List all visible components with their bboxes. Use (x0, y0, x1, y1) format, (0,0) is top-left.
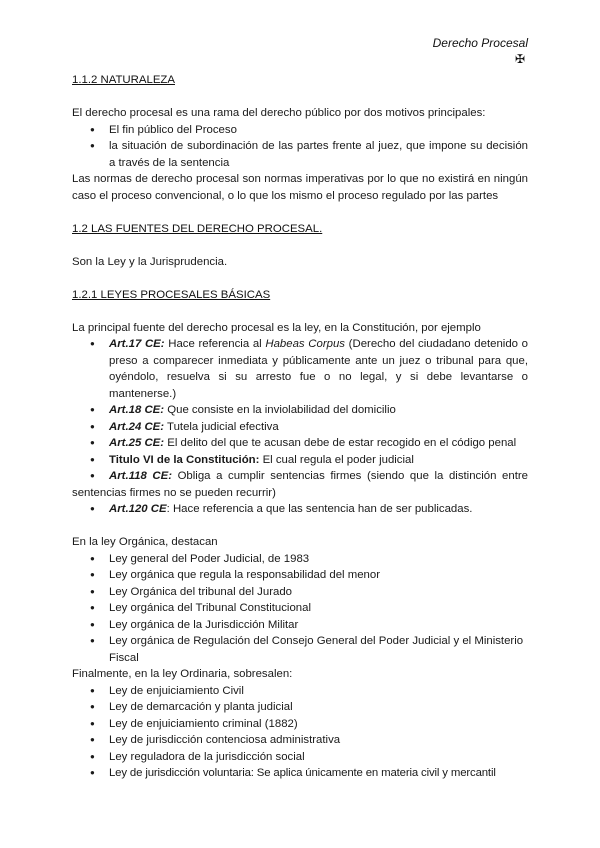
organica-intro: En la ley Orgánica, destacan (72, 536, 218, 548)
list-item-text: Ley general del Poder Judicial, de 1983 (109, 552, 310, 565)
bullet-icon: ● (90, 438, 95, 447)
bullet-icon: ● (90, 454, 95, 464)
article-label: Titulo VI de la Constitución: (109, 453, 260, 466)
bullet-icon: ● (90, 751, 95, 761)
list-item-text: Ley orgánica de la Jurisdicción Militar (109, 618, 299, 631)
article-label: Art.25 CE: (109, 437, 165, 449)
fuentes-text: Son la Ley y la Jurisprudencia. (72, 255, 228, 268)
list-item-text: Ley orgánica de Regulación del Consejo General del Poder Judicial y el Ministerio Fiscal (109, 635, 524, 664)
article-item (72, 402, 528, 419)
article-text: El delito del que te acusan debe de estar recogido en el código penal (164, 437, 517, 449)
document-page (72, 0, 528, 848)
article-item (72, 419, 528, 436)
bullet-icon: ● (90, 339, 95, 348)
list-item (72, 699, 528, 716)
article-label: Art.17 CE: (109, 338, 165, 350)
article-item (72, 501, 528, 518)
section-heading-leyes-basicas: 1.2.1 LEYES PROCESALES BÁSICAS (72, 288, 271, 301)
list-item (72, 138, 528, 171)
list-item-text: Ley de jurisdicción contenciosa administrativa (109, 734, 341, 746)
bullet-icon: ● (90, 504, 95, 513)
list-item (72, 617, 528, 634)
list-item (72, 633, 528, 666)
article-text: : Hace referencia a que las sentencia han de ser publicadas. (166, 503, 473, 515)
article-text: Obliga a cumplir sentencias firmes (siendo que la distinción entre sentencias firmes no se pueden recurrir) (72, 470, 528, 499)
list-item-text: Ley de demarcación y planta judicial (109, 701, 293, 713)
list-item-text: Ley Orgánica del tribunal del Jurado (109, 585, 292, 598)
list-item (72, 551, 528, 568)
article-item (72, 452, 528, 469)
constitution-articles-list (72, 336, 528, 518)
bullet-icon: ● (90, 603, 95, 612)
list-item-text: Ley de enjuiciamiento Civil (109, 684, 244, 697)
article-item (72, 336, 528, 402)
list-item (72, 567, 528, 584)
list-item (72, 732, 528, 749)
naturaleza-list (72, 122, 528, 172)
list-item (72, 122, 528, 139)
bullet-icon: ● (90, 421, 95, 431)
article-italic-term: Habeas Corpus (265, 338, 346, 350)
bullet-icon: ● (90, 141, 95, 150)
organica-list (72, 551, 528, 667)
article-item (72, 435, 528, 452)
article-label: Art.120 CE (109, 503, 167, 515)
bullet-icon: ● (90, 768, 95, 777)
cross-icon: ✠ (514, 52, 525, 66)
bullet-icon: ● (90, 619, 95, 629)
article-text: Tutela judicial efectiva (164, 420, 279, 433)
article-text: Hace referencia al (164, 338, 266, 350)
bullet-icon: ● (90, 586, 95, 596)
list-item (72, 683, 528, 700)
bullet-icon: ● (90, 471, 95, 480)
running-header-title: Derecho Procesal (432, 36, 528, 50)
list-item-text: Ley reguladora de la jurisdicción social (109, 750, 305, 763)
list-item-text: la situación de subordinación de las partes frente al juez, que impone su decisión a través de la sentencia (109, 140, 528, 169)
section-heading-naturaleza: 1.1.2 NATURALEZA (72, 74, 175, 86)
article-label: Art.24 CE: (109, 420, 165, 433)
bullet-icon: ● (90, 735, 95, 744)
document-body (72, 72, 528, 782)
bullet-icon: ● (90, 636, 95, 645)
list-item (72, 765, 528, 782)
bullet-icon: ● (90, 702, 95, 711)
list-item (72, 716, 528, 733)
bullet-icon: ● (90, 570, 95, 579)
naturaleza-intro: El derecho procesal es una rama del derecho público por dos motivos principales: (72, 107, 486, 119)
article-text: El cual regula el poder judicial (259, 453, 414, 466)
list-item-text: El fin público del Proceso (109, 123, 237, 136)
bullet-icon: ● (90, 718, 95, 728)
list-item-text: Ley orgánica del Tribunal Constitucional (109, 602, 311, 614)
list-item (72, 584, 528, 601)
article-label: Art.18 CE: (109, 404, 165, 416)
list-item (72, 600, 528, 617)
bullet-icon: ● (90, 685, 95, 695)
list-item-text: Ley de enjuiciamiento criminal (1882) (109, 717, 298, 730)
ordinaria-intro: Finalmente, en la ley Ordinaria, sobresalen: (72, 668, 293, 680)
leyes-basicas-intro: La principal fuente del derecho procesal es la ley, en la Constitución, por ejemplo (72, 321, 481, 334)
list-item-text: Ley orgánica que regula la responsabilidad del menor (109, 569, 381, 581)
article-item (72, 468, 528, 501)
article-label: Art.118 CE: (109, 470, 172, 482)
article-text: (Derecho del ciudadano detenido o preso a comparecer inmediata y públicamente ante un juez o tribunal para que, oyéndolo, resuelva si su arresto fue o no legal, y si debe levantarse o mantenerse.) (109, 338, 528, 400)
list-item (72, 749, 528, 766)
section-heading-fuentes: 1.2 LAS FUENTES DEL DERECHO PROCESAL. (72, 222, 323, 235)
ordinaria-list (72, 683, 528, 782)
article-text: Que consiste en la inviolabilidad del domicilio (164, 404, 396, 416)
naturaleza-paragraph: Las normas de derecho procesal son normas imperativas por lo que no existirá en ningún caso el proceso convencional, o lo que los mismo el proceso regulado por las partes (72, 173, 528, 202)
bullet-icon: ● (90, 124, 95, 134)
bullet-icon: ● (90, 553, 95, 563)
bullet-icon: ● (90, 405, 95, 414)
list-item-text: Ley de jurisdicción voluntaria: Se aplica únicamente en materia civil y mercantil (109, 767, 496, 779)
